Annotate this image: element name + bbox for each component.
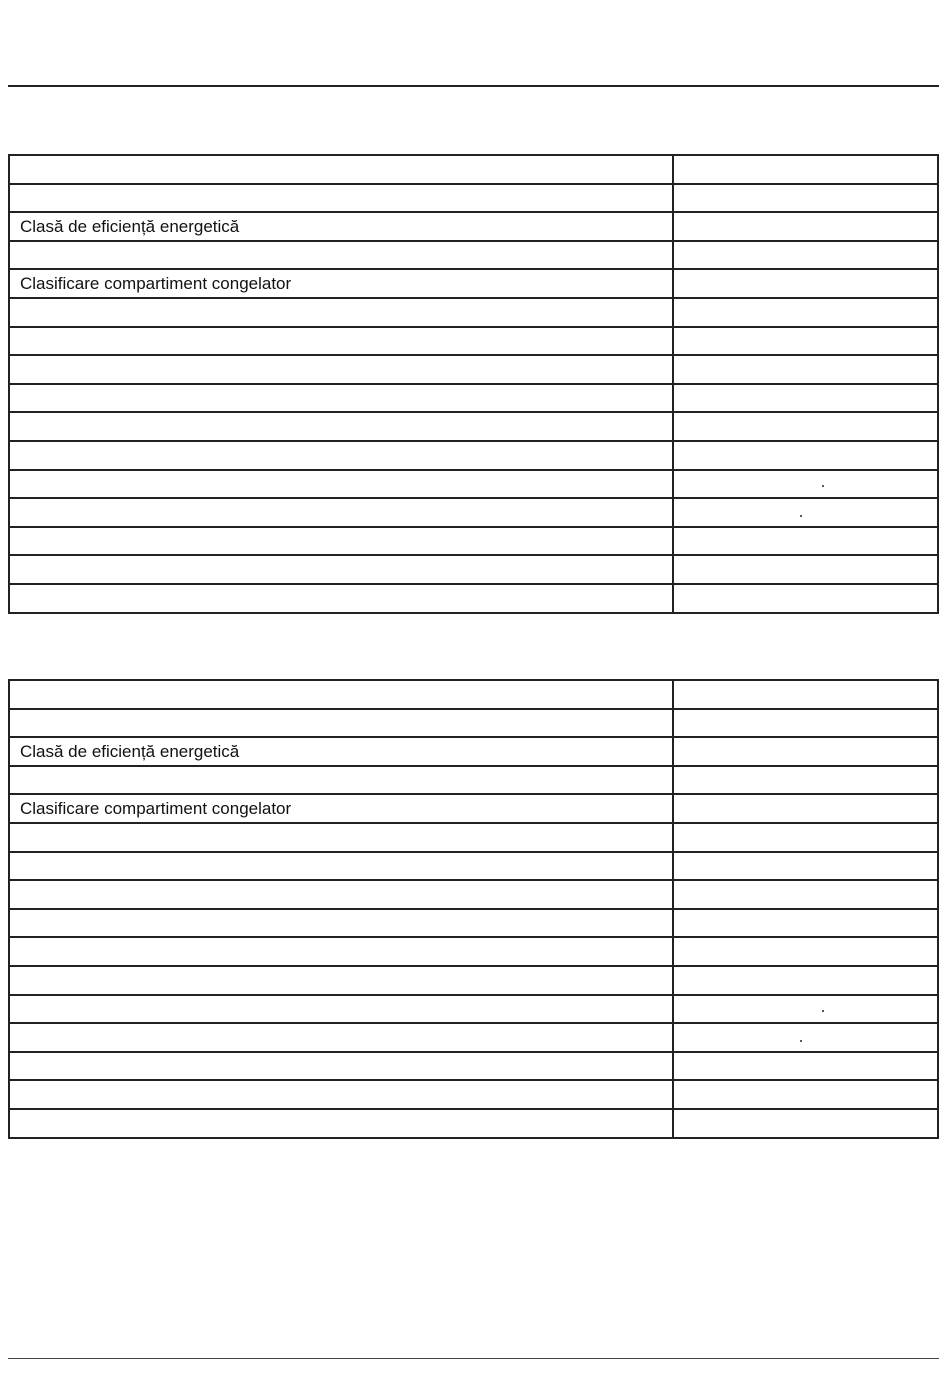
table-row [9,766,938,795]
row-value [673,1080,938,1109]
table-row [9,1080,938,1109]
table-row [9,241,938,270]
spec-table-1 [8,154,939,614]
row-label [9,709,673,738]
row-label [9,766,673,795]
table-row [9,709,938,738]
row-value-cell [673,995,938,1024]
row-label-energy-class: Clasă de eficiență energetică [9,212,673,241]
row-value [673,184,938,213]
row-label [9,327,673,356]
spec-table-2 [8,679,939,1139]
dot-mark [822,1010,824,1012]
row-value [673,298,938,327]
row-label [9,823,673,852]
row-label [9,937,673,966]
header-divider [8,85,939,87]
row-value [673,794,938,823]
row-value [673,441,938,470]
row-label-freezer-classification: Clasificare compartiment congelator [9,269,673,298]
table-row [9,1023,938,1052]
row-value [673,584,938,613]
row-value [673,937,938,966]
row-label-energy-class: Clasă de eficiență energetică [9,737,673,766]
row-label [9,355,673,384]
table-row [9,384,938,413]
table-row [9,269,938,298]
row-value [673,269,938,298]
dot-mark [800,1040,802,1042]
table-row [9,1109,938,1138]
dot-mark [822,485,824,487]
row-label [9,1080,673,1109]
dot-mark [800,515,802,517]
table-row [9,909,938,938]
row-value [673,1052,938,1081]
table-row [9,737,938,766]
table-row [9,852,938,881]
table-row [9,1052,938,1081]
row-label [9,384,673,413]
table-row [9,794,938,823]
row-value [673,355,938,384]
row-value [673,737,938,766]
row-value-cell [673,1023,938,1052]
table-row [9,355,938,384]
row-label [9,880,673,909]
row-value [673,241,938,270]
row-label [9,527,673,556]
table-row [9,184,938,213]
row-label [9,1023,673,1052]
row-label [9,1109,673,1138]
row-label [9,995,673,1024]
row-label [9,1052,673,1081]
row-value [673,852,938,881]
row-label [9,498,673,527]
row-label [9,584,673,613]
table-row [9,880,938,909]
row-value [673,327,938,356]
row-label [9,241,673,270]
row-value [673,909,938,938]
row-value [673,966,938,995]
row-label [9,441,673,470]
row-value [673,823,938,852]
table-row [9,212,938,241]
table-row [9,995,938,1024]
row-value [673,155,938,184]
row-value-cell [673,498,938,527]
table-row [9,441,938,470]
row-value-cell [673,470,938,499]
table-row [9,298,938,327]
row-label [9,555,673,584]
row-label [9,184,673,213]
row-label [9,680,673,709]
table-row [9,584,938,613]
table-row [9,327,938,356]
footer-divider [8,1358,939,1359]
row-label [9,470,673,499]
row-label [9,852,673,881]
row-value [673,212,938,241]
row-value [673,384,938,413]
row-value [673,766,938,795]
row-label [9,298,673,327]
row-value [673,555,938,584]
table-row [9,527,938,556]
table-row [9,555,938,584]
row-label [9,909,673,938]
table-row [9,823,938,852]
table-row [9,680,938,709]
row-value [673,880,938,909]
row-label [9,966,673,995]
table-row [9,412,938,441]
table-row [9,498,938,527]
row-value [673,709,938,738]
table-row [9,155,938,184]
table-row [9,470,938,499]
row-label [9,155,673,184]
row-label [9,412,673,441]
table-row [9,966,938,995]
row-label-freezer-classification: Clasificare compartiment congelator [9,794,673,823]
row-value [673,412,938,441]
table-row [9,937,938,966]
row-value [673,1109,938,1138]
row-value [673,527,938,556]
row-value [673,680,938,709]
